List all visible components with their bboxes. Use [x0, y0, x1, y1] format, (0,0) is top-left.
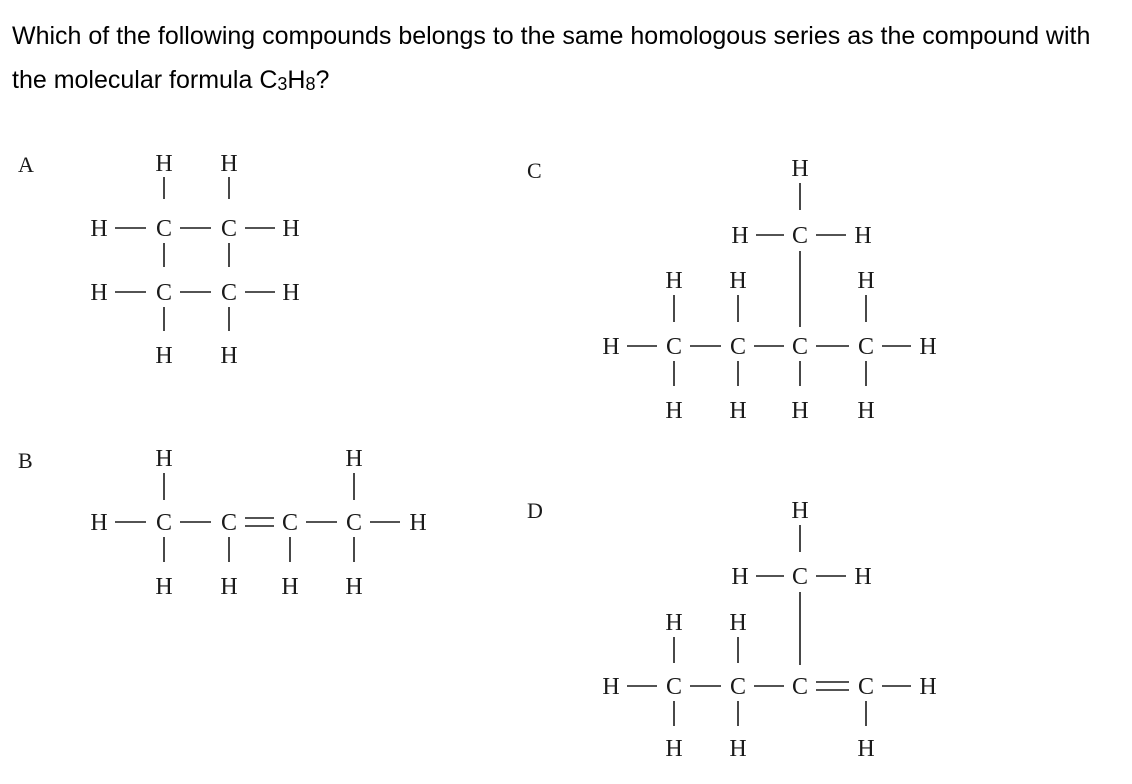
hydrogen-atom: H	[665, 736, 683, 762]
hydrogen-atom: H	[729, 610, 747, 636]
hydrogen-atom: H	[90, 216, 108, 242]
hydrogen-atom: H	[220, 151, 238, 177]
carbon-atom: C	[155, 280, 173, 306]
hydrogen-atom: H	[791, 398, 809, 424]
hydrogen-atom: H	[854, 564, 872, 590]
carbon-atom: C	[665, 334, 683, 360]
hydrogen-atom: H	[857, 736, 875, 762]
hydrogen-atom: H	[731, 223, 749, 249]
structure-c	[602, 156, 936, 424]
carbon-atom: C	[857, 334, 875, 360]
option-b-label: B	[18, 448, 33, 473]
hydrogen-atom: H	[602, 674, 620, 700]
hydrogen-atom: H	[919, 674, 937, 700]
hydrogen-atom: H	[281, 574, 299, 600]
carbon-atom: C	[220, 216, 238, 242]
structure-d	[602, 498, 936, 762]
hydrogen-atom: H	[155, 343, 173, 369]
carbon-atom: C	[791, 564, 809, 590]
hydrogen-atom: H	[731, 564, 749, 590]
carbon-atom: C	[220, 510, 238, 536]
hydrogen-atom: H	[791, 498, 809, 524]
carbon-atom: C	[665, 674, 683, 700]
hydrogen-atom: H	[665, 398, 683, 424]
option-c-label: C	[527, 158, 542, 183]
hydrogen-atom: H	[602, 334, 620, 360]
hydrogen-atom: H	[729, 268, 747, 294]
hydrogen-atom: H	[220, 343, 238, 369]
hydrogen-atom: H	[220, 574, 238, 600]
hydrogen-atom: H	[90, 280, 108, 306]
carbon-atom: C	[729, 334, 747, 360]
hydrogen-atom: H	[282, 280, 300, 306]
structure-a	[90, 151, 299, 369]
hydrogen-atom: H	[857, 398, 875, 424]
hydrogen-atom: H	[791, 156, 809, 182]
question-text: Which of the following compounds belongs to the same homologous series as the compound with the molecular formula $C_3H_8$?	[12, 22, 1091, 94]
hydrogen-atom: H	[409, 510, 427, 536]
hydrogen-atom: H	[665, 610, 683, 636]
hydrogen-atom: H	[854, 223, 872, 249]
carbon-atom: C	[281, 510, 299, 536]
hydrogen-atom: H	[345, 574, 363, 600]
carbon-atom: C	[791, 334, 809, 360]
carbon-atom: C	[791, 674, 809, 700]
carbon-atom: C	[155, 216, 173, 242]
hydrogen-atom: H	[155, 446, 173, 472]
carbon-atom: C	[729, 674, 747, 700]
hydrogen-atom: H	[90, 510, 108, 536]
carbon-atom: C	[857, 674, 875, 700]
carbon-atom: C	[345, 510, 363, 536]
hydrogen-atom: H	[282, 216, 300, 242]
hydrogen-atom: H	[665, 268, 683, 294]
hydrogen-atom: H	[155, 151, 173, 177]
hydrogen-atom: H	[857, 268, 875, 294]
structure-b	[90, 446, 426, 600]
hydrogen-atom: H	[919, 334, 937, 360]
option-d-label: D	[527, 498, 543, 523]
carbon-atom: C	[220, 280, 238, 306]
hydrogen-atom: H	[729, 398, 747, 424]
hydrogen-atom: H	[155, 574, 173, 600]
hydrogen-atom: H	[345, 446, 363, 472]
carbon-atom: C	[791, 223, 809, 249]
hydrogen-atom: H	[729, 736, 747, 762]
carbon-atom: C	[155, 510, 173, 536]
option-a-label: A	[18, 152, 34, 177]
